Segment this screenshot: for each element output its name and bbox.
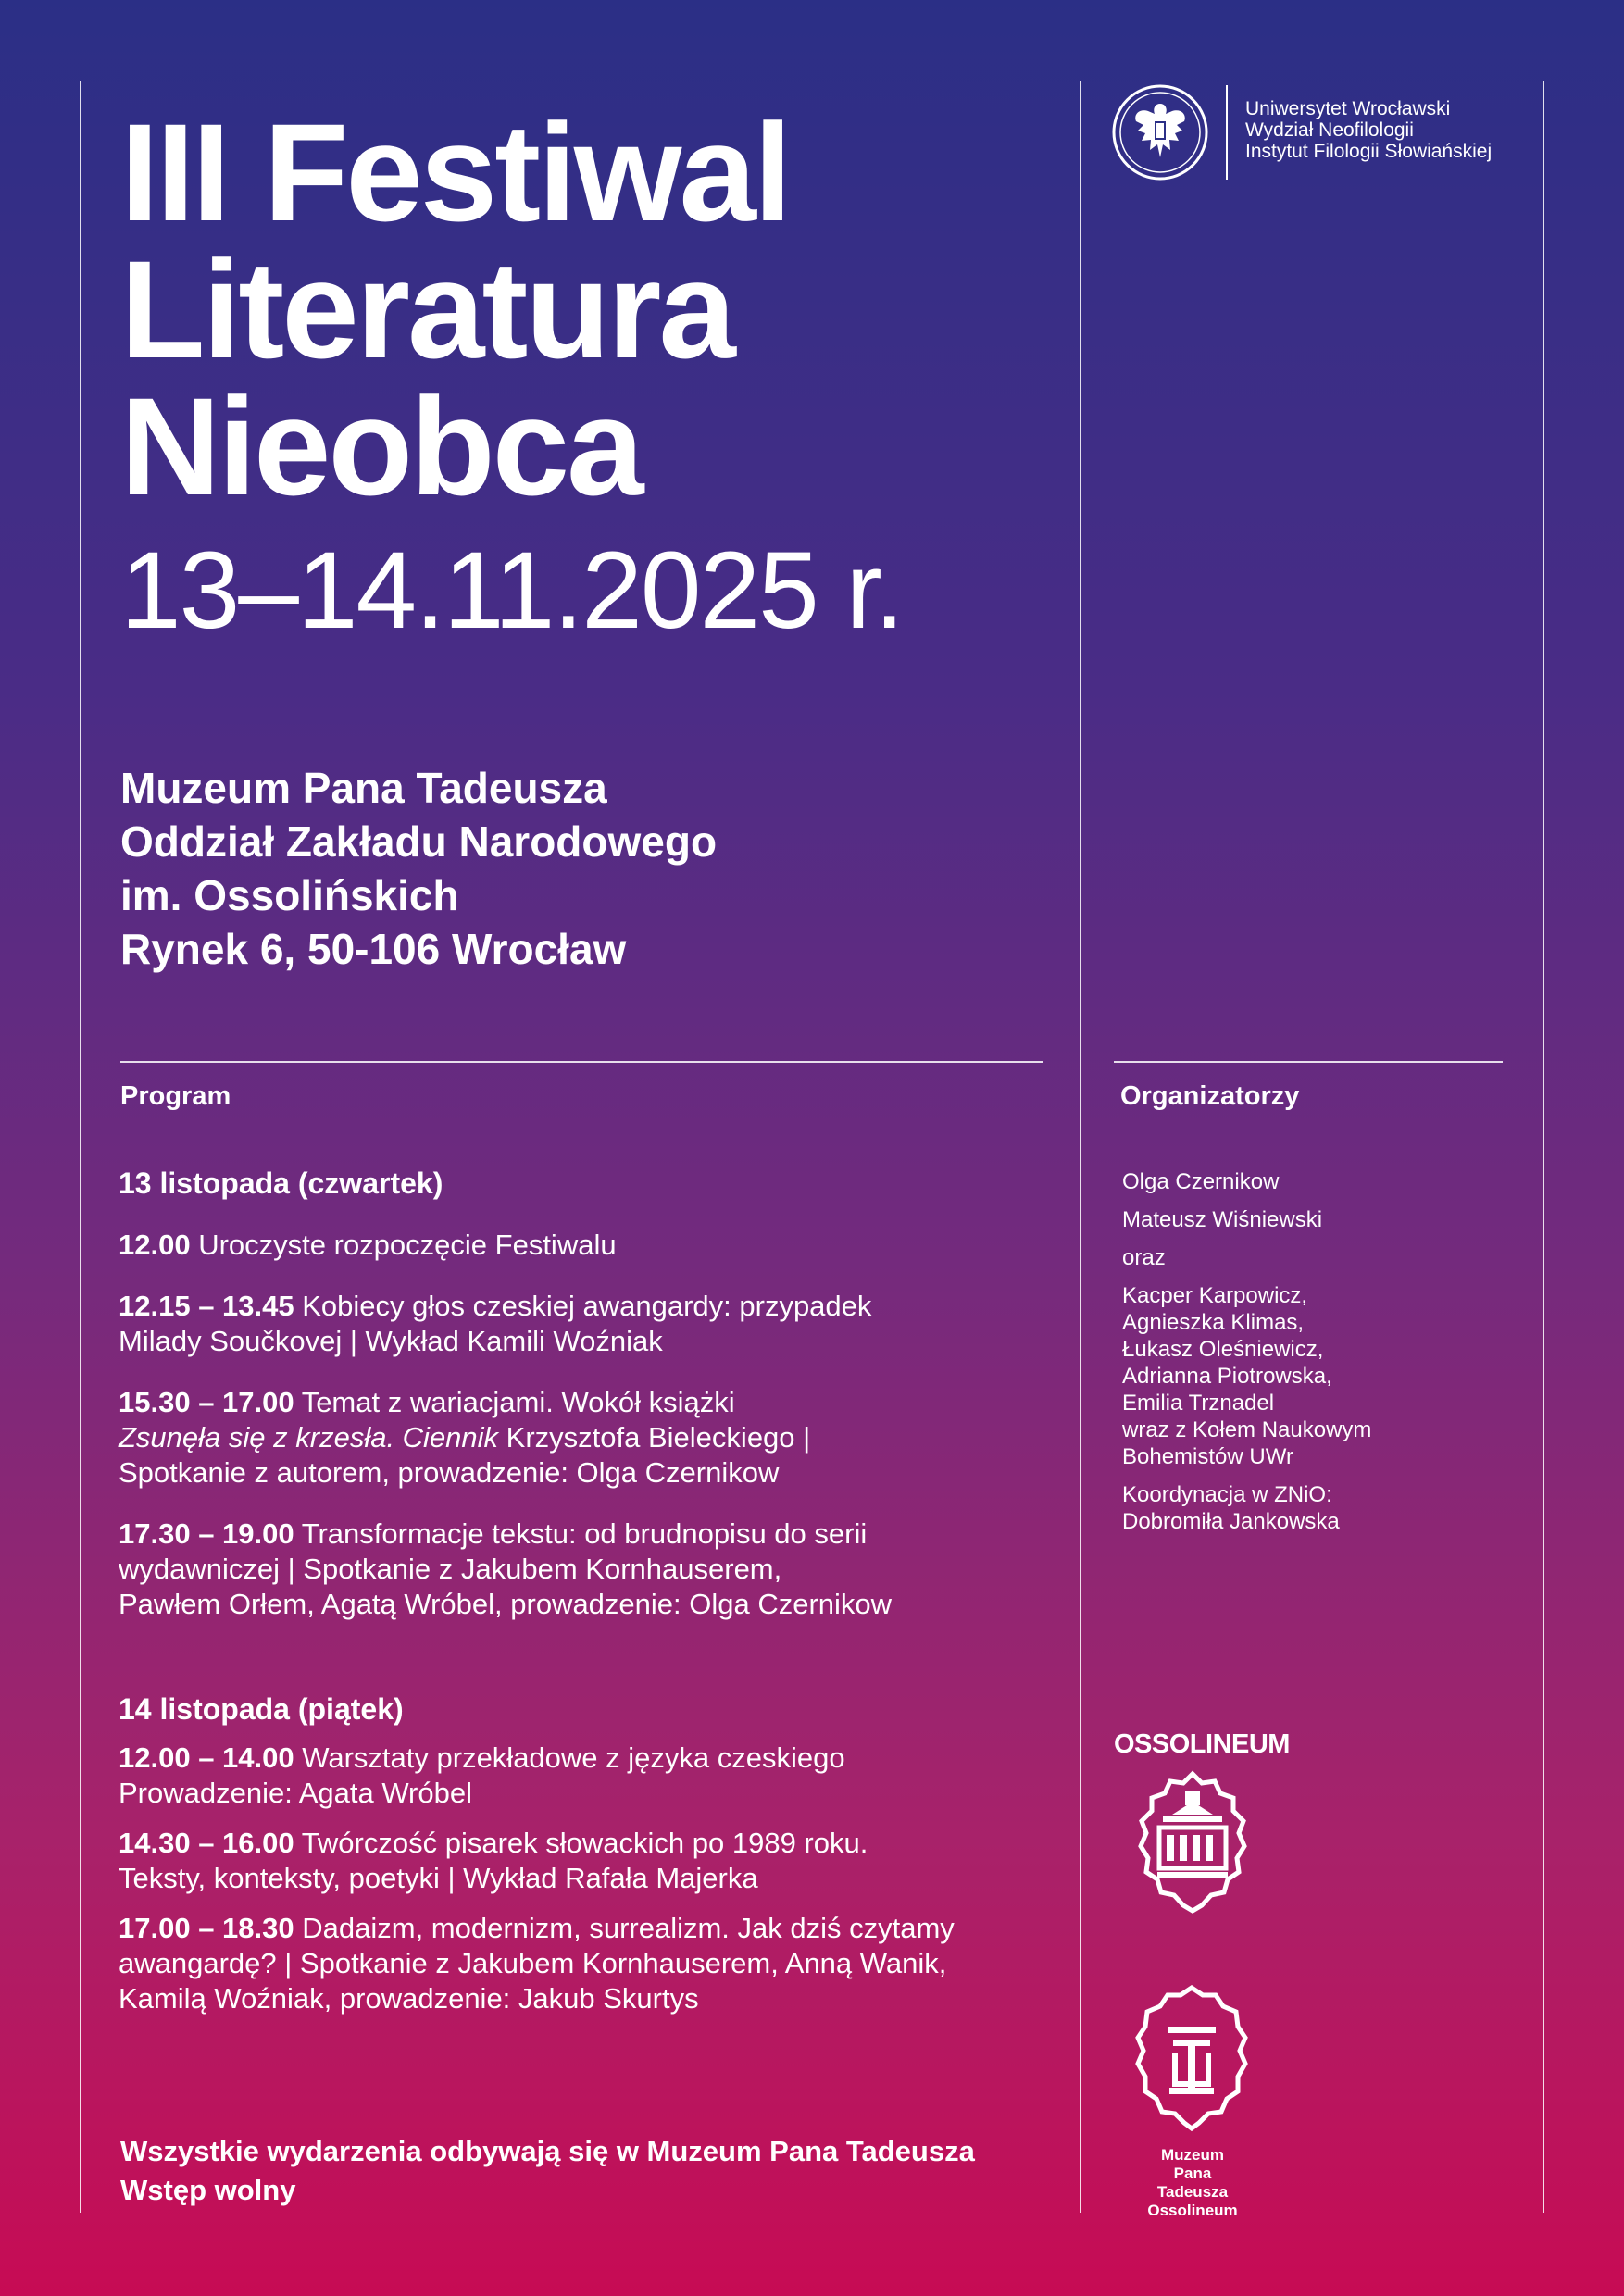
venue-line: Rynek 6, 50-106 Wrocław [120,925,627,973]
organizers-list [1122,1168,1371,1546]
ossolineum-building-logo [1135,1770,1250,1923]
event-time: 12.00 – 14.00 [119,1741,294,1774]
venue-address [120,761,717,976]
frame-middle-line [1080,81,1081,2213]
event-time: 12.15 – 13.45 [119,1290,294,1322]
program-event: 15.30 – 17.00 Temat z wariacjami. Wokół książki Zsunęła się z krzesła. Ciennik Krzysztofa Bieleckiego | Spotkanie z autorem, prowadzenie: Olga Czernikow [119,1386,811,1489]
frame-left-line [80,81,81,2213]
festival-date: 13–14.11.2025 r. [120,530,904,652]
organizer-group: Kacper Karpowicz, Agnieszka Klimas, Łukasz Oleśniewicz, Adrianna Piotrowska, Emilia Trznadel wraz z Kołem Naukowym Bohemistów UWr [1122,1283,1372,1469]
program-event: 14.30 – 16.00 Twórczość pisarek słowackich po 1989 roku. Teksty, konteksty, poetyki | Wykład Rafała Majerka [119,1827,868,1894]
program-event: 12.15 – 13.45 Kobiecy głos czeskiej awangardy: przypadek Milady Součkovej | Wykład Kamili Woźniak [119,1290,872,1357]
day1-section [119,1165,1044,1622]
program-divider [120,1061,1043,1063]
day2-section [119,1691,1044,2016]
university-name: Uniwersytet Wrocławski Wydział Neofilologii Instytut Filologii Słowiańskiej [1245,98,1493,162]
frame-right-line [1543,81,1544,2213]
event-time: 15.30 – 17.00 [119,1386,294,1418]
organizers-heading: Organizatorzy [1120,1081,1300,1111]
venue-line: Muzeum Pana Tadeusza [120,764,607,812]
museum-logo-label: Muzeum Pana Tadeusza Ossolineum [1147,2146,1238,2219]
coordination: Koordynacja w ZNiO: Dobromiła Jankowska [1122,1482,1340,1534]
event-time: 14.30 – 16.00 [119,1827,294,1859]
program-event: 17.00 – 18.30 Dadaizm, modernizm, surrealizm. Jak dziś czytamy awangardę? | Spotkanie z Jakubem Kornhauserem, Anną Wanik, Kamilą Woźniak, prowadzenie: Jakub Skurtys [119,1912,955,2015]
day-heading: 13 listopada (czwartek) [119,1167,443,1200]
venue-line: im. Ossolińskich [120,871,459,919]
program-event: 12.00 Uroczyste rozpoczęcie Festiwalu [119,1229,617,1261]
organizer-name: Mateusz Wiśniewski [1122,1207,1323,1232]
program-event: 12.00 – 14.00 Warsztaty przekładowe z języka czeskiego Prowadzenie: Agata Wróbel [119,1741,845,1809]
university-seal-logo [1111,83,1209,186]
organizers-divider [1114,1061,1503,1063]
event-time: 17.30 – 19.00 [119,1517,294,1550]
title-line-2: Literatura [120,231,733,387]
museum-logo [1134,1984,1249,2140]
event-time: 12.00 [119,1229,191,1261]
venue-line: Oddział Zakładu Narodowego [120,817,718,866]
university-separator [1226,85,1228,180]
organizer-conjunction: oraz [1122,1245,1166,1270]
festival-title [120,94,790,524]
organizer-name: Olga Czernikow [1122,1169,1280,1194]
title-line-3: Nieobca [120,368,642,524]
ossolineum-wordmark: OSSOLINEUM [1114,1729,1290,1759]
book-title: Zsunęła się z krzesła. Ciennik [119,1421,499,1454]
footer-note: Wszystkie wydarzenia odbywają się w Muzeum Pana Tadeusza Wstęp wolny [120,2135,975,2206]
title-line-1: III Festiwal [120,94,790,250]
program-event: 17.30 – 19.00 Transformacje tekstu: od brudnopisu do serii wydawniczej | Spotkanie z Jakubem Kornhauserem, Pawłem Orłem, Agatą Wróbel, prowadzenie: Olga Czernikow [119,1517,893,1620]
program-heading: Program [120,1081,231,1111]
day-heading: 14 listopada (piątek) [119,1692,404,1726]
event-time: 17.00 – 18.30 [119,1912,294,1944]
